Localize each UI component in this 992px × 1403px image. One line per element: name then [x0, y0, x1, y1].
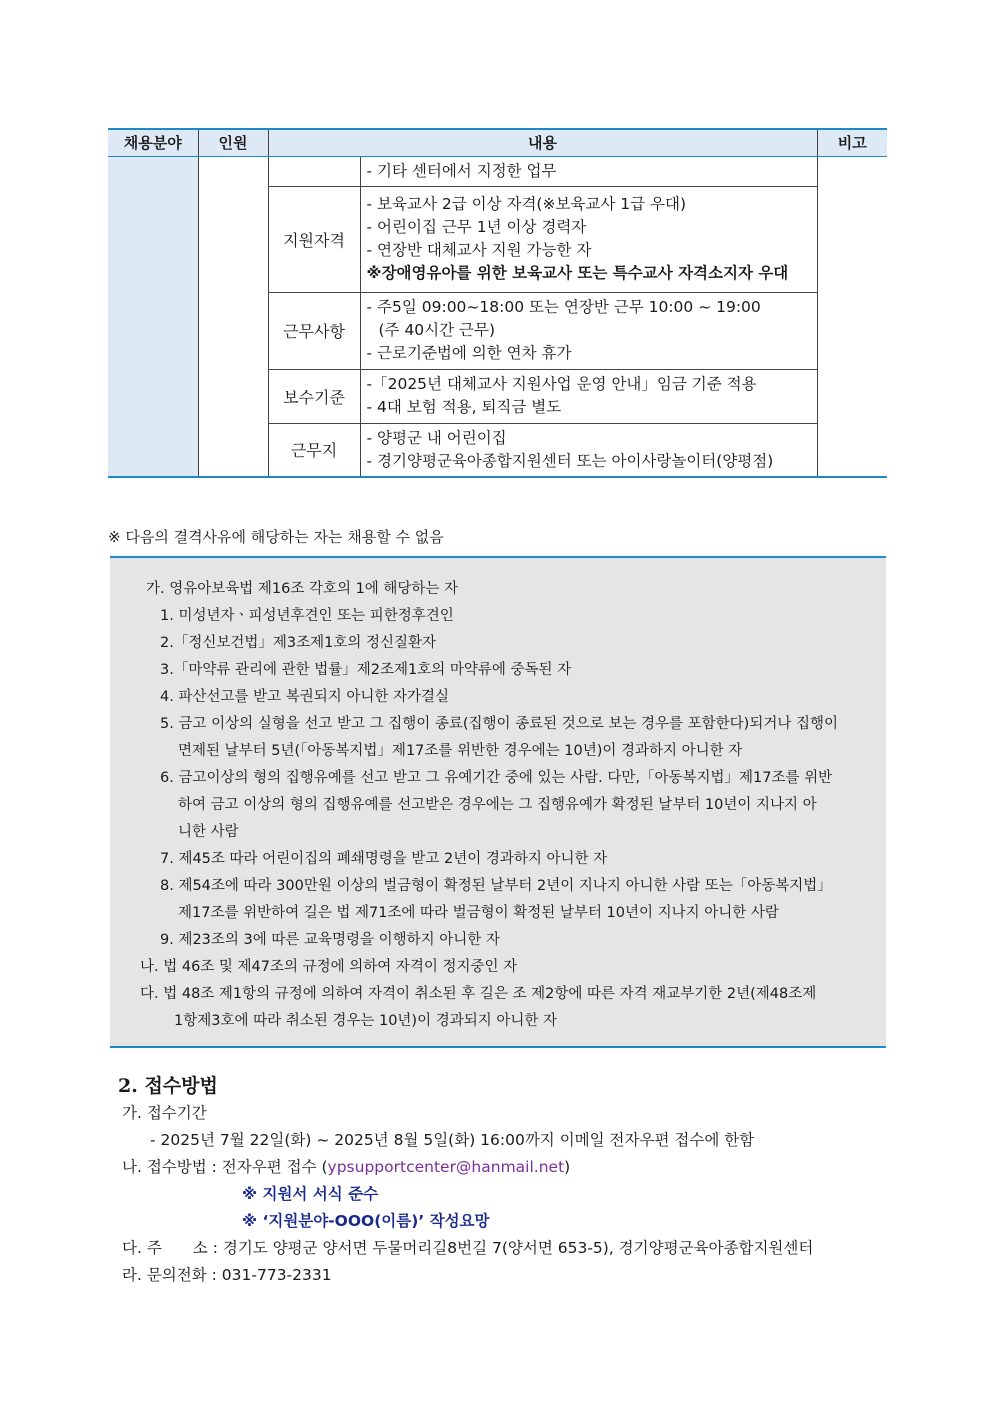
list-item: 다. 법 48조 제1항의 규정에 의하여 자격이 취소된 후 길은 조 제2항에 따른 자격 재교부기한 2년(제48조제: [140, 986, 817, 1002]
header-note: 비고: [817, 129, 887, 156]
content-cell: [360, 292, 817, 369]
list-item: 니한 사람: [178, 824, 239, 840]
list-item: - 경기양평군육아종합지원센터 또는 아이사랑놀이터(양평점): [366, 451, 774, 470]
header-content: 내용: [268, 129, 817, 156]
section-title: 2. 접수방법: [118, 1075, 218, 1097]
content-cell: [360, 369, 817, 423]
application-method: [122, 1100, 813, 1289]
list-item: - 연장반 대체교사 지원 가능한 자: [366, 241, 592, 259]
list-item: 나. 법 46조 및 제47조의 규정에 의하여 자격이 정지중인 자: [140, 959, 518, 975]
header-count: 인원: [198, 129, 268, 156]
list-item: -「2025년 대체교사 지원사업 운영 안내」임금 기준 적용: [366, 375, 757, 393]
content-cell: [360, 423, 817, 477]
list-item: ※장애영유아를 위한 보육교사 또는 특수교사 자격소지자 우대: [366, 264, 789, 282]
phone: 라. 문의전화 : 031-773-2331: [122, 1266, 332, 1284]
list-item: 면제된 날부터 5년(「아동복지법」제17조를 위반한 경우에는 10년)이 경과하지 아니한 자: [178, 743, 743, 759]
list-item: (주 40시간 근무): [378, 321, 496, 339]
note-form: ※ 지원서 서식 준수: [242, 1185, 379, 1203]
list-item: - 어린이집 근무 1년 이상 경력자: [366, 218, 587, 236]
table-header-row: [108, 129, 887, 156]
list-item: - 양평군 내 어린이집: [366, 428, 507, 447]
list-item: - 주5일 09:00~18:00 또는 연장반 근무 10:00 ~ 19:00: [366, 298, 761, 316]
address: 다. 주 소 : 경기도 양평군 양서면 두물머리길8번길 7(양서면 653-5), 경기양평군육아종합지원센터: [122, 1239, 814, 1257]
note-cell: [817, 156, 887, 477]
list-item: 6. 금고이상의 형의 집행유예를 선고 받고 그 유예기간 중에 있는 사람. 다만,「아동복지법」제17조를 위반: [160, 770, 833, 786]
method-close: ): [564, 1158, 571, 1176]
category-cell: 지원자격: [268, 186, 360, 292]
disqualification-title: ※ 다음의 결격사유에 해당하는 자는 채용할 수 없음: [108, 528, 444, 546]
header-field: 채용분야: [108, 129, 198, 156]
category-cell: 근무지: [268, 423, 360, 477]
list-item: - 보육교사 2급 이상 자격(※보육교사 1급 우대): [366, 195, 687, 213]
list-item: - 기타 센터에서 지정한 업무: [366, 161, 557, 180]
count-cell: [198, 156, 268, 477]
list-item: 2.「정신보건법」제3조제1호의 정신질환자: [160, 635, 436, 651]
list-item: 하여 금고 이상의 형의 집행유예를 선고받은 경우에는 그 집행유예가 확정된 날부터 10년이 지나지 아: [178, 797, 817, 813]
list-item: 가. 영유아보육법 제16조 각호의 1에 해당하는 자: [146, 581, 459, 597]
list-item: 9. 제23조의 3에 따른 교육명령을 이행하지 아니한 자: [160, 932, 500, 948]
list-item: 7. 제45조 따라 어린이집의 폐쇄명령을 받고 2년이 경과하지 아니한 자: [160, 851, 608, 867]
category-cell: [268, 156, 360, 186]
category-cell: 근무사항: [268, 292, 360, 369]
field-cell: [108, 156, 198, 477]
method-row: [122, 1154, 813, 1181]
list-item: 8. 제54조에 따라 300만원 이상의 벌금형이 확정된 날부터 2년이 지나지 아니한 사람 또는「아동복지법」: [160, 878, 832, 894]
list-item: 1. 미성년자ㆍ피성년후견인 또는 피한정후견인: [160, 608, 454, 624]
recruitment-table: [108, 128, 887, 478]
list-item: - 근로기준법에 의한 연차 휴가: [366, 344, 572, 362]
disqualification-box: [110, 556, 886, 1048]
period-text: - 2025년 7월 22일(화) ~ 2025년 8월 5일(화) 16:00까지 이메일 전자우편 접수에 한함: [150, 1131, 755, 1149]
category-cell: 보수기준: [268, 369, 360, 423]
list-item: 1항제3호에 따라 취소된 경우는 10년)이 경과되지 아니한 자: [174, 1013, 557, 1029]
method-label: 나. 접수방법 : 전자우편 접수 (: [122, 1158, 328, 1176]
period-label: 가. 접수기간: [122, 1104, 207, 1122]
list-item: 5. 금고 이상의 실형을 선고 받고 그 집행이 종료(집행이 종료된 것으로 보는 경우를 포함한다)되거나 집행이: [160, 716, 838, 732]
note-title: ※ ‘지원분야-OOO(이름)’ 작성요망: [242, 1212, 490, 1230]
list-item: 3.「마약류 관리에 관한 법률」제2조제1호의 마약류에 중독된 자: [160, 662, 572, 678]
list-item: - 4대 보험 적용, 퇴직금 별도: [366, 398, 562, 416]
email-link[interactable]: ypsupportcenter@hanmail.net: [327, 1158, 565, 1176]
content-cell: [360, 156, 817, 186]
list-item: 4. 파산선고를 받고 복권되지 아니한 자가결실: [160, 689, 450, 705]
list-item: 제17조를 위반하여 길은 법 제71조에 따라 벌금형이 확정된 날부터 10년이 지나지 아니한 사람: [178, 905, 779, 921]
content-cell: [360, 186, 817, 292]
table-row: [108, 156, 887, 186]
